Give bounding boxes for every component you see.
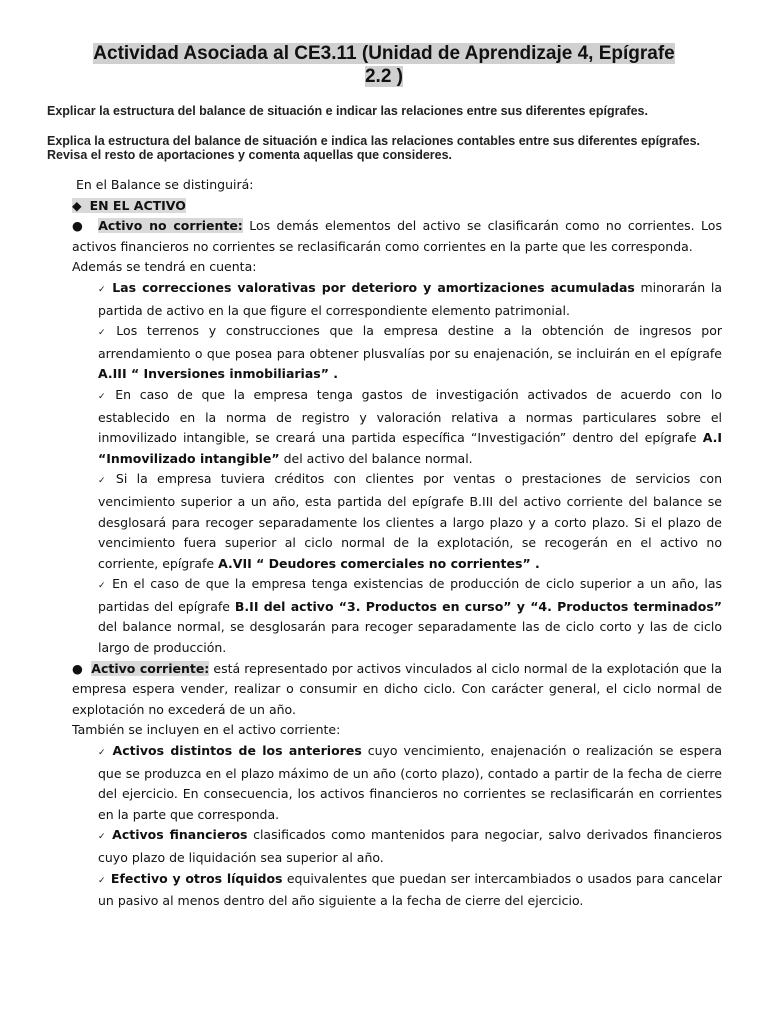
list-item: ✓ Activos distintos de los anteriores cuyo vencimiento, enajenación o realización se espera que se produzca en el plazo máximo de un año (corto plazo), contado a partir de la fecha de cierre del ejercicio. En consecuencia, los activos financieros no corrientes se reclasificarán en corrientes en la parte que corresponda.	[98, 743, 722, 822]
list-item: ✓ Efectivo y otros líquidos equivalentes que puedan ser intercambiados o usados para cancelar un pasivo al menos dentro del año siguiente a la fecha de cierre del ejercicio.	[98, 870, 722, 909]
diamond-bullet-icon: ◆	[72, 197, 82, 213]
document-body	[72, 175, 722, 912]
check-icon: ✓	[98, 748, 108, 759]
page-title	[40, 42, 728, 88]
check-icon: ✓	[98, 391, 111, 402]
dot-bullet-icon: ●	[72, 660, 84, 676]
instruction-1: Explicar la estructura del balance de situación e indicar las relaciones entre sus diferentes epígrafes.	[47, 104, 648, 118]
instruction-2-line-1: Explica la estructura del balance de situación e indica las relaciones contables entre sus diferentes epígrafes.	[47, 134, 701, 148]
title-line-1: Actividad Asociada al CE3.11 (Unidad de Aprendizaje 4, Epígrafe	[93, 43, 675, 64]
activo-no-corriente	[72, 216, 722, 257]
intro-text: En el Balance se distinguirá:	[76, 177, 254, 192]
activo-section-header	[72, 196, 722, 217]
activo-corriente-text: está representado por activos vinculados al ciclo normal de la explotación que la empresa espera vender, realizar o consumir en dicho ciclo. Con carácter general, el ciclo normal de explotación no excederá de un año.	[72, 660, 722, 717]
list-item: ✓ Activos financieros clasificados como mantenidos para negociar, salvo derivados financieros cuyo plazo de liquidación sea superior al año.	[98, 827, 723, 865]
check-icon: ✓	[98, 581, 108, 592]
check-icon: ✓	[98, 328, 112, 339]
activo-no-corriente-label: Activo no corriente:	[98, 218, 243, 234]
activo-header-label: ◆ EN EL ACTIVO	[72, 197, 186, 213]
activo-corriente	[72, 659, 722, 721]
list-item: ✓ En caso de que la empresa tenga gastos de investigación activados de acuerdo con lo establecido en la norma de registro y valoración relativa a normas particulares sobre el inmovilizado intangible, se creará una partida específica “Investigación” dentro del epígrafe A.I “Inmovilizado intangible” del activo del balance normal.	[98, 386, 722, 466]
title-line-2: 2.2 )	[364, 66, 404, 87]
check-icon: ✓	[98, 476, 111, 487]
activo-no-corriente-text: Los demás elementos del activo se clasificarán como no corrientes. Los activos financieros no corrientes se reclasificarán como corrientes en la parte que les corresponda.	[72, 218, 722, 254]
instruction-2-line-2: Revisa el resto de aportaciones y comenta aquellas que consideres.	[47, 147, 453, 162]
list-item: ✓ Las correcciones valorativas por deterioro y amortizaciones acumuladas minorarán la partida de activo en la que figure el correspondiente elemento patrimonial.	[98, 279, 722, 318]
check-icon: ✓	[98, 832, 108, 843]
dot-bullet-icon: ●	[72, 218, 86, 234]
list-item: ✓ Si la empresa tuviera créditos con clientes por ventas o prestaciones de servicios con vencimiento superior a un año, esta partida del epígrafe B.III del activo corriente del balance se desglosará para recoger separadamente los clientes a largo plazo y a corto plazo. Si el plazo de vencimiento fuera superior al ciclo normal de la explotación, se recogerán en el activo no corriente, epígrafe A.VII “ Deudores comerciales no corrientes” .	[98, 471, 723, 571]
list-item: ✓ Los terrenos y construcciones que la empresa destine a la obtención de ingresos por arrendamiento o que posea para obtener plusvalías por su enajenación, se incluirán en el epígrafe A.III “ Inversiones inmobiliarias” .	[98, 323, 722, 382]
list-item: ✓ En el caso de que la empresa tenga existencias de producción de ciclo superior a un año, las partidas del epígrafe B.II del activo “3. Productos en curso” y “4. Productos terminados” del balance normal, se desglosarán para recoger separadamente las de ciclo corto y las de ciclo largo de producción.	[98, 576, 723, 656]
instruction-2	[47, 135, 727, 162]
check-icon: ✓	[98, 875, 106, 886]
tambien-text: También se incluyen en el activo corriente:	[72, 722, 341, 738]
activo-corriente-label: Activo corriente:	[91, 660, 210, 676]
check-icon: ✓	[98, 284, 108, 295]
ademas-text: Además se tendrá en cuenta:	[72, 259, 257, 275]
